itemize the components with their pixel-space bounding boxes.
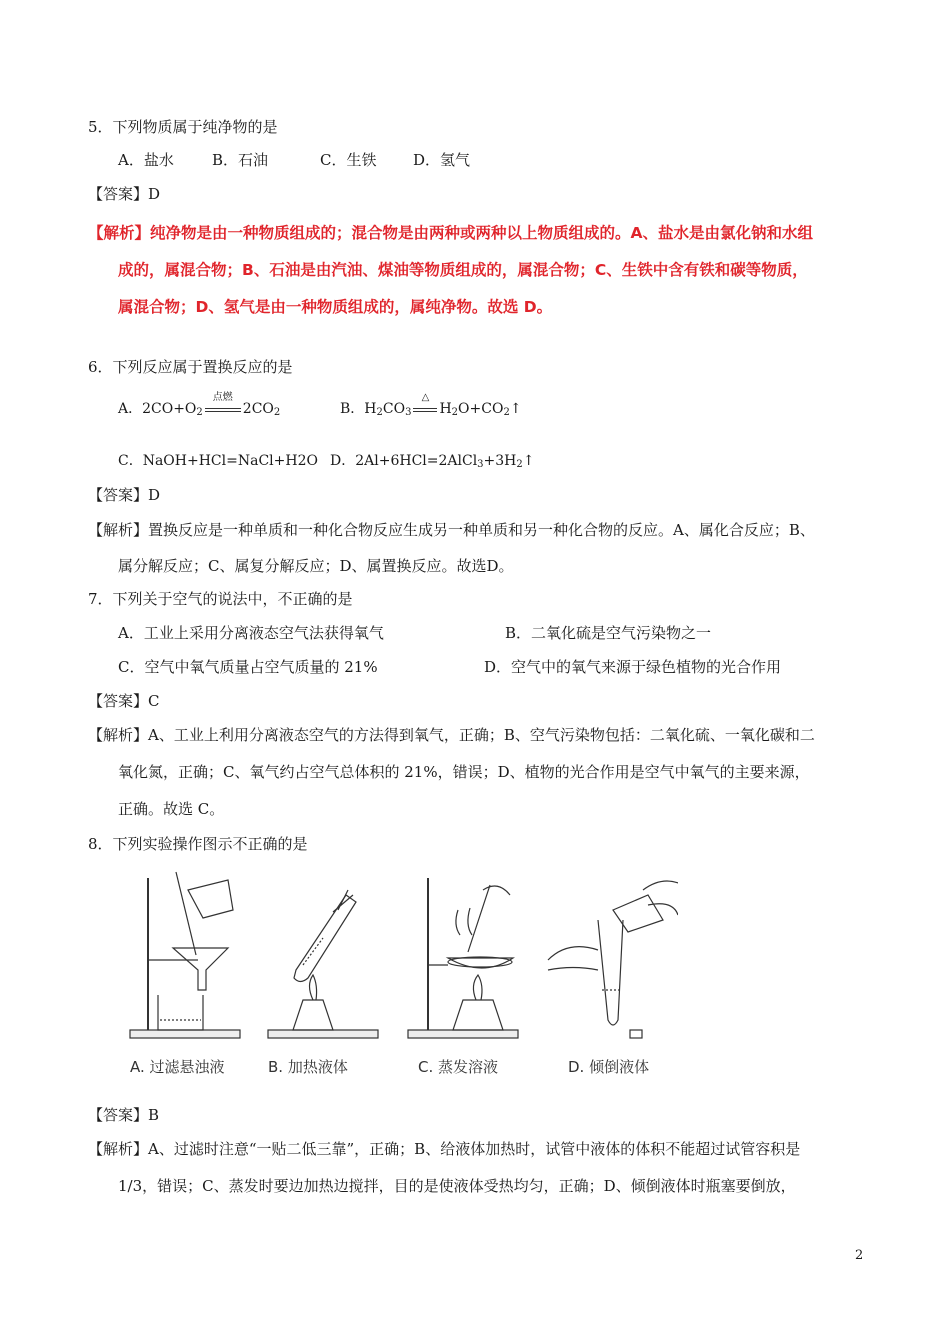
q5-option-c: C．生铁 — [320, 151, 377, 169]
figure-caption-d: D. 倾倒液体 — [568, 1058, 650, 1076]
q7-explanation-line2: 氧化氮，正确；C、氧气约占空气总体积的 21%，错误；D、植物的光合作用是空气中氧气的主要来源， — [118, 763, 810, 781]
q5-explanation-line1: 【解析】纯净物是由一种物质组成的；混合物是由两种或两种以上物质组成的。A、盐水是由氯化钠和水组 — [88, 224, 813, 242]
q7-explanation-line1: 【解析】A、工业上利用分离液态空气的方法得到氧气，正确；B、空气污染物包括：二氧化硫、一氧化碳和二 — [88, 726, 815, 744]
evaporation-apparatus — [408, 878, 518, 1038]
q6-option-d: D．$2Al+6HCl=2AlCl_3+3H_2↑$ — [330, 453, 535, 470]
q5-option-a: A．盐水 — [118, 151, 174, 169]
q7-option-d: D．空气中的氧气来源于绿色植物的光合作用 — [484, 658, 782, 676]
reaction-condition-arrow: 点燃 — [203, 402, 243, 416]
filtration-apparatus — [130, 872, 240, 1038]
pouring-apparatus — [548, 881, 678, 1038]
lab-operations-figure — [118, 870, 678, 1080]
q6-option-c: C．NaOH+HCl=NaCl+H2O — [118, 453, 318, 469]
q6-explanation-line1: 【解析】置换反应是一种单质和一种化合物反应生成另一种单质和另一种化合物的反应。A、属化合反应；B、 — [88, 521, 815, 539]
q6-answer: 【答案】D — [88, 486, 161, 504]
q7-option-a: A．工业上采用分离液态空气法获得氧气 — [118, 624, 384, 642]
lab-operations-illustration — [118, 870, 678, 1050]
q6-stem: 6．下列反应属于置换反应的是 — [88, 358, 293, 376]
q8-explanation-line2: 1/3，错误；C、蒸发时要边加热边搅拌，目的是使液体受热均匀，正确；D、倾倒液体时瓶塞要倒放， — [118, 1177, 796, 1195]
heating-apparatus — [268, 890, 378, 1038]
q7-explanation-line3: 正确。故选 C。 — [118, 800, 225, 818]
q7-option-c: C．空气中氧气质量占空气质量的 21% — [118, 658, 378, 676]
q7-answer: 【答案】C — [88, 692, 160, 710]
q6-option-b: B．$H_2CO_3$ △ $H_2O+CO_2↑$ — [340, 392, 522, 418]
q8-stem: 8．下列实验操作图示不正确的是 — [88, 835, 308, 853]
q5-option-b: B．石油 — [212, 151, 269, 169]
q5-option-d: D．氢气 — [413, 151, 471, 169]
q6-option-a: A．$2CO+O_2$ 点燃 $2CO_2$ — [118, 392, 281, 418]
reaction-condition-arrow: △ — [411, 402, 439, 416]
figure-caption-b: B. 加热液体 — [268, 1058, 348, 1076]
q8-explanation-line1: 【解析】A、过滤时注意“一贴二低三靠”，正确；B、给液体加热时，试管中液体的体积不能超过试管容积是 — [88, 1140, 801, 1158]
q5-explanation-line3: 属混合物；D、氢气是由一种物质组成的，属纯净物。故选 D。 — [118, 298, 553, 316]
q5-answer: 【答案】D — [88, 185, 161, 203]
q6-explanation-line2: 属分解反应；C、属复分解反应；D、属置换反应。故选D。 — [118, 557, 514, 575]
figure-caption-c: C. 蒸发溶液 — [418, 1058, 499, 1076]
page-number: 2 — [855, 1248, 864, 1263]
q5-explanation-line2: 成的，属混合物；B、石油是由汽油、煤油等物质组成的，属混合物；C、生铁中含有铁和碳等物质， — [118, 261, 808, 279]
q7-stem: 7．下列关于空气的说法中，不正确的是 — [88, 590, 353, 608]
q5-stem: 5．下列物质属于纯净物的是 — [88, 118, 278, 136]
figure-caption-a: A. 过滤悬浊液 — [130, 1058, 225, 1076]
q7-option-b: B．二氧化硫是空气污染物之一 — [505, 624, 712, 642]
q8-answer: 【答案】B — [88, 1106, 160, 1124]
